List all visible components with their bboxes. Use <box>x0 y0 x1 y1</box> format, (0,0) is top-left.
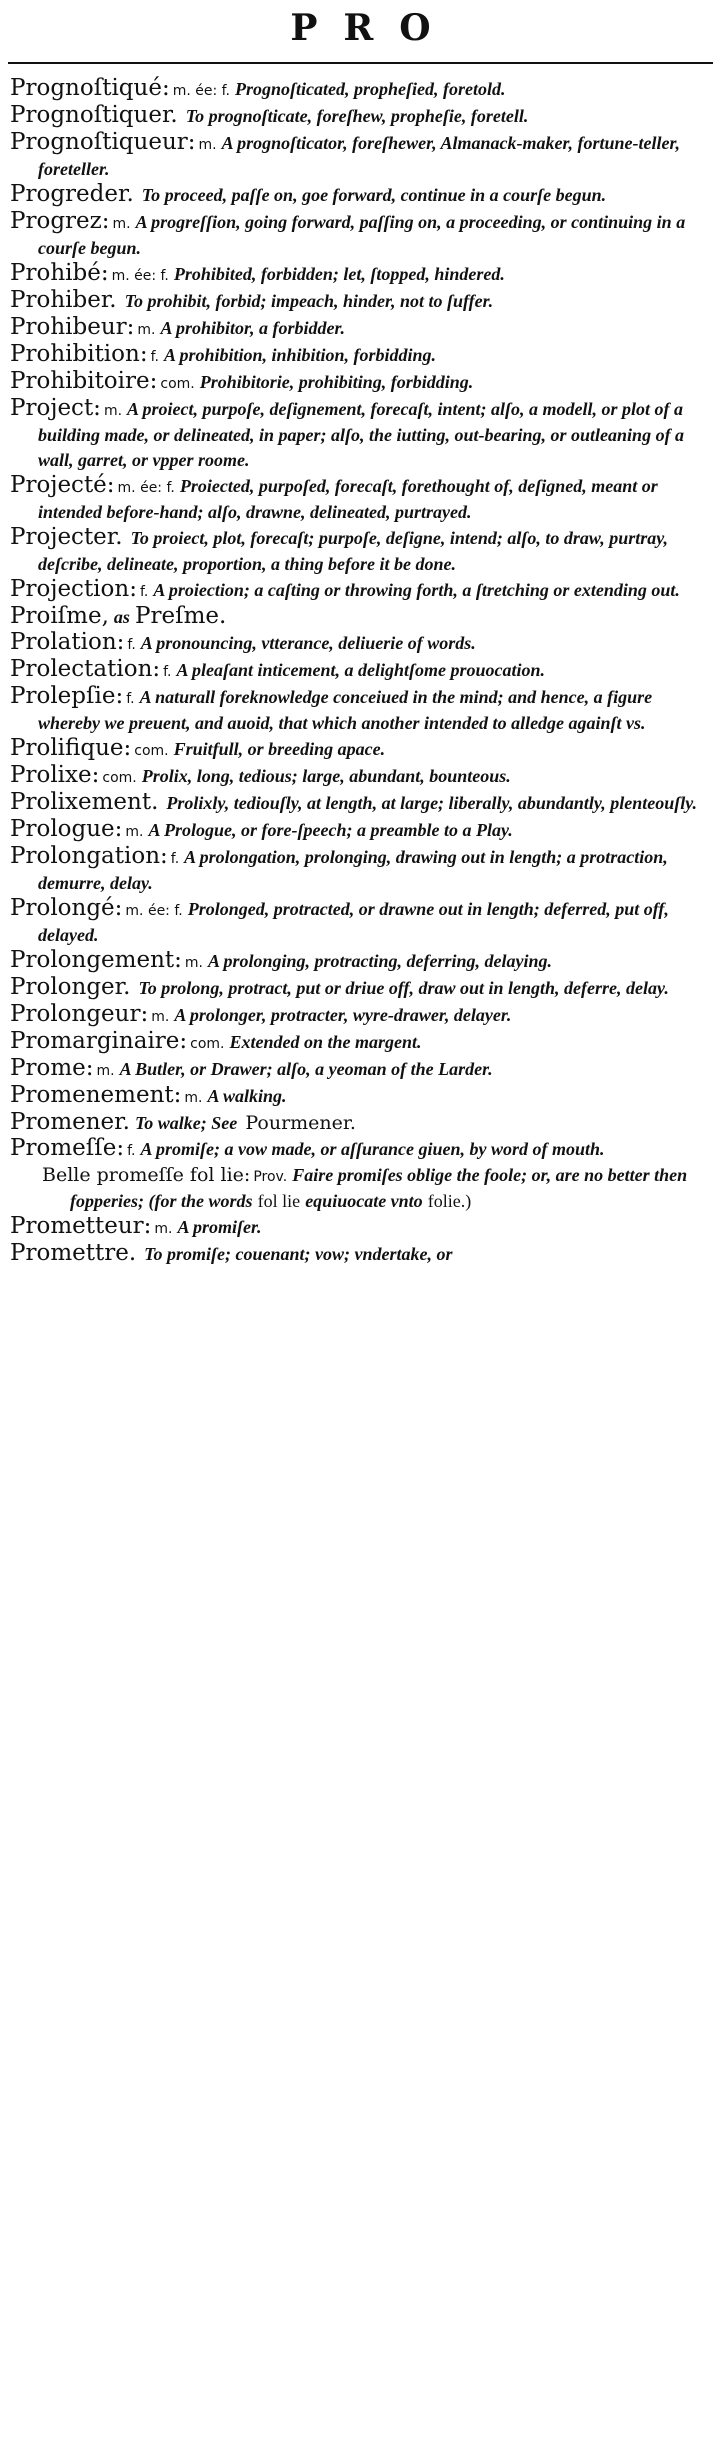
definition: A prolongation, prolonging, drawing out in length; a protraction, demurre, delay. <box>38 847 668 893</box>
headword: Prolongement: <box>10 947 182 973</box>
definition: Faire promiſes oblige the foole; or, are no better then fopperies; (for the words <box>70 1165 688 1211</box>
grammar-label: m. <box>112 216 131 232</box>
definition: A prognoſticator, foreſhewer, Almanack-maker, fortune-teller, foreteller. <box>38 133 680 179</box>
headword: Prohiber. <box>10 287 117 313</box>
definition: To walke; See <box>134 1113 238 1133</box>
dictionary-entry <box>10 261 713 288</box>
headword: Promenement: <box>10 1082 182 1108</box>
headword: Proiſme, <box>10 603 109 629</box>
definition: To proiect, plot, forecaſt; purpoſe, deſigne, intend; alſo, to draw, purtray, deſcribe, delineate, proportion, a thing before it be done. <box>38 528 669 574</box>
running-head: PRO <box>290 7 457 49</box>
definition: A prohibitor, a forbidder. <box>160 318 346 338</box>
headword: Progrez: <box>10 208 110 234</box>
grammar-label: f. <box>139 584 149 600</box>
grammar-label: com. <box>134 743 169 759</box>
dictionary-entry <box>10 1056 713 1083</box>
headword: Projecter. <box>10 524 123 550</box>
definition: A progreſſion, going forward, paſſing on, a proceeding, or continuing in a courſe begun. <box>38 212 686 258</box>
headword: Prohibition: <box>10 341 148 367</box>
grammar-label: m. ée: f. <box>117 480 175 496</box>
definition: A prohibition, inhibition, forbidding. <box>163 345 437 365</box>
dictionary-entry <box>10 209 713 261</box>
headword: Promeſſe: <box>10 1135 125 1161</box>
cross-reference: Pourmener. <box>245 1112 356 1134</box>
dictionary-entry <box>10 76 713 103</box>
headword: Project: <box>10 395 101 421</box>
dictionary-entry <box>10 657 713 684</box>
definition: Prohibitorie, prohibiting, forbidding. <box>199 372 474 392</box>
dictionary-entry <box>10 473 713 525</box>
headword: Progreder. <box>10 181 134 207</box>
dictionary-entry <box>10 604 713 630</box>
header-rule <box>8 62 713 64</box>
definition: A proiect, purpoſe, deſignement, forecaſt, intent; alſo, a modell, or plot of a building made, or delineated, in paper; alſo, the iutting, out-bearing, or outleaning of a wall, garret, or vpper roome. <box>38 399 685 470</box>
definition: A promiſe; a vow made, or aſſurance giuen, by word of mouth. <box>140 1139 605 1159</box>
headword: Prohibeur: <box>10 314 135 340</box>
grammar-label: com. <box>190 1036 225 1052</box>
headword: Prolixement. <box>10 789 159 815</box>
grammar-label: m. <box>184 1090 203 1106</box>
definition: Prolix, long, tedious; large, abundant, bounteous. <box>141 766 511 786</box>
definition: A pleaſant inticement, a delightſome prouocation. <box>176 660 546 680</box>
grammar-label: f. <box>126 691 135 707</box>
headword: Prognoſtiquer. <box>10 102 178 128</box>
headword: Prohibé: <box>10 260 109 286</box>
dictionary-entry <box>10 1241 713 1268</box>
dictionary-entry <box>10 1214 713 1241</box>
definition: A walking. <box>207 1086 287 1106</box>
headword: Projecté: <box>10 472 115 498</box>
dictionary-entry <box>10 1029 713 1056</box>
definition: A promiſer. <box>177 1217 262 1237</box>
headword: Prohibitoire: <box>10 368 158 394</box>
dictionary-entry <box>10 1002 713 1029</box>
headword: Prognoſtiqueur: <box>10 129 196 155</box>
grammar-label: m. <box>96 1063 115 1079</box>
grammar-label: m. <box>151 1009 170 1025</box>
definition: Fruitfull, or breeding apace. <box>173 739 386 759</box>
entry-list <box>10 76 713 1268</box>
quoted-words: folie.) <box>427 1191 472 1211</box>
dictionary-entry <box>10 684 713 736</box>
grammar-label: f. <box>127 637 136 653</box>
dictionary-entry <box>10 103 713 130</box>
grammar-label: m. <box>103 403 123 419</box>
definition: Prolixly, tediouſly, at length, at large; liberally, abundantly, plenteouſly. <box>166 793 698 813</box>
definition: A proiection; a caſting or throwing forth, a ſtretching or extending out. <box>153 580 680 600</box>
dictionary-entry <box>10 369 713 396</box>
definition: A prolonging, protracting, deferring, delaying. <box>208 951 553 971</box>
headword: Prome: <box>10 1055 94 1081</box>
dictionary-entry <box>10 844 713 896</box>
proverb-phrase: Belle promeſſe fol lie: <box>42 1164 251 1186</box>
headword: Prolongé: <box>10 895 123 921</box>
dictionary-entry <box>10 525 713 577</box>
definition: Prohibited, forbidden; let, ſtopped, hindered. <box>173 264 505 284</box>
grammar-label: m. <box>125 824 144 840</box>
headword: Prolongation: <box>10 843 168 869</box>
dictionary-entry <box>10 1136 713 1163</box>
definition: To promiſe; couenant; vow; vndertake, or <box>144 1244 453 1264</box>
definition: A Prologue, or fore-ſpeech; a preamble to a Play. <box>148 820 513 840</box>
definition: To proceed, paſſe on, goe forward, continue in a courſe begun. <box>141 185 607 205</box>
headword: Prometteur: <box>10 1213 152 1239</box>
dictionary-entry <box>10 288 713 315</box>
headword: Prolonger. <box>10 974 131 1000</box>
grammar-label: m. <box>154 1221 173 1237</box>
headword: Prolongeur: <box>10 1001 149 1027</box>
dictionary-entry <box>10 315 713 342</box>
definition: Proiected, purpoſed, forecaſt, forethought of, deſigned, meant or intended before-hand; alſo, drawne, delineated, purtrayed. <box>38 476 658 522</box>
headword: Promarginaire: <box>10 1028 188 1054</box>
dictionary-entry <box>10 130 713 182</box>
grammar-label: Prov. <box>253 1169 288 1185</box>
quoted-words: fol lie <box>257 1191 301 1211</box>
dictionary-entry <box>10 630 713 657</box>
grammar-label: f. <box>150 349 159 365</box>
grammar-label: f. <box>127 1143 136 1159</box>
dictionary-entry <box>10 1110 713 1136</box>
definition: To prognoſticate, foreſhew, propheſie, foretell. <box>185 106 529 126</box>
dictionary-entry <box>10 790 713 817</box>
grammar-label: com. <box>102 770 137 786</box>
grammar-label: m. ée: f. <box>172 83 231 99</box>
headword: Promener. <box>10 1109 130 1135</box>
grammar-label: m. <box>137 322 156 338</box>
headword: Prognoſtiqué: <box>10 75 170 101</box>
dictionary-entry <box>10 182 713 209</box>
grammar-label: m. ée: f. <box>125 903 183 919</box>
definition: Prolonged, protracted, or drawne out in length; deferred, put off, delayed. <box>38 899 669 945</box>
headword: Prolectation: <box>10 656 161 682</box>
dictionary-entry <box>10 763 713 790</box>
definition: equiuocate vnto <box>305 1191 423 1211</box>
headword: Prolepſie: <box>10 683 124 709</box>
dictionary-entry <box>10 577 713 604</box>
grammar-label: f. <box>163 664 172 680</box>
dictionary-entry <box>10 817 713 844</box>
grammar-label: m. <box>184 955 203 971</box>
headword: Prologue: <box>10 816 123 842</box>
headword: Prolifique: <box>10 735 132 761</box>
grammar-label: m. <box>198 137 217 153</box>
definition: Prognoſticated, propheſied, foretold. <box>235 79 506 99</box>
definition: To prohibit, forbid; impeach, hinder, not to ſuffer. <box>124 291 494 311</box>
proverb-sub-entry <box>10 1163 713 1214</box>
definition: Extended on the margent. <box>229 1032 422 1052</box>
headword: Promettre. <box>10 1240 137 1266</box>
headword: Prolation: <box>10 629 125 655</box>
dictionary-entry <box>10 896 713 948</box>
definition: as <box>113 607 130 627</box>
definition: A pronouncing, vtterance, deliuerie of words. <box>140 633 476 653</box>
dictionary-entry <box>10 1083 713 1110</box>
dictionary-entry <box>10 948 713 975</box>
grammar-label: com. <box>160 376 195 392</box>
grammar-label: f. <box>170 851 180 867</box>
dictionary-entry <box>10 975 713 1002</box>
definition: To prolong, protract, put or driue off, draw out in length, deferre, delay. <box>138 978 669 998</box>
dictionary-entry <box>10 396 713 473</box>
headword: Prolixe: <box>10 762 100 788</box>
cross-reference: Preſme. <box>135 603 227 629</box>
definition: A naturall foreknowledge conceiued in the mind; and hence, a figure whereby we preuent, and auoid, that which another intended to alledge againſt vs. <box>38 687 653 733</box>
dictionary-entry <box>10 342 713 369</box>
headword: Projection: <box>10 576 137 602</box>
definition: A prolonger, protracter, wyre-drawer, delayer. <box>174 1005 512 1025</box>
definition: A Butler, or Drawer; alſo, a yeoman of the Larder. <box>119 1059 493 1079</box>
dictionary-entry <box>10 736 713 763</box>
grammar-label: m. ée: f. <box>111 268 169 284</box>
